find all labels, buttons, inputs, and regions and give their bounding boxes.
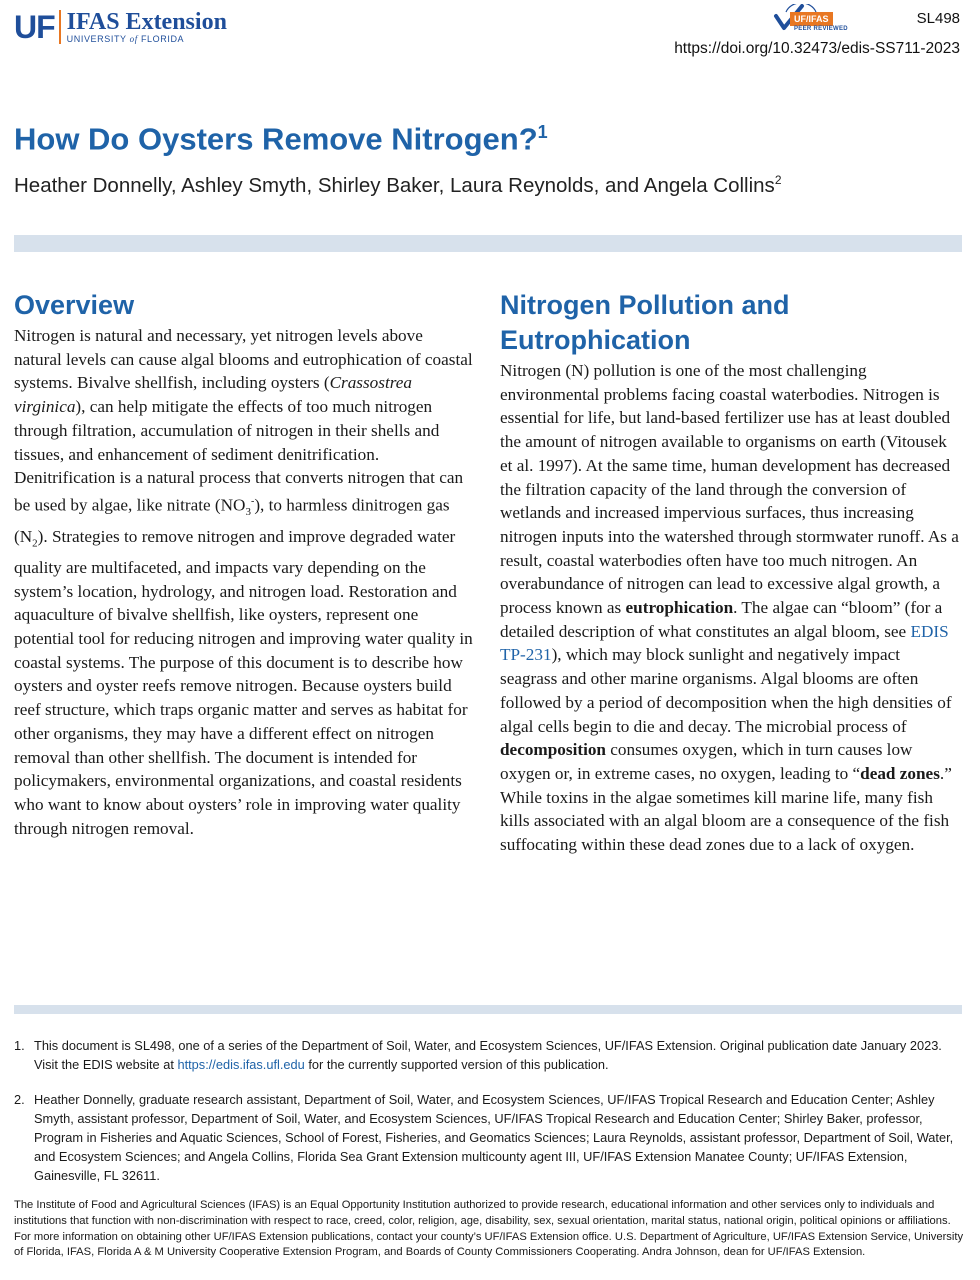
logo-title: IFAS Extension <box>66 8 227 35</box>
doi-link[interactable]: https://doi.org/10.32473/edis-SS711-2023 <box>674 40 960 57</box>
peer-reviewed-text: PEER REVIEWED <box>794 26 848 32</box>
species-name: Crassostrea virginica <box>14 373 413 417</box>
authors-footnote-mark[interactable]: 2 <box>774 173 782 187</box>
overview-heading: Overview <box>14 290 135 320</box>
term-decomposition: decomposition <box>500 740 606 760</box>
overview-section <box>14 288 474 840</box>
ifas-logo <box>14 8 227 46</box>
uf-logo-mark: UF <box>14 9 55 45</box>
equal-opportunity-disclaimer: The Institute of Food and Agricultural Sciences (IFAS) is an Equal Opportunity Institution authorized to provide research, educational information and other services only to individuals and institutions that function with non-discrimination with respect to race, creed, color, religion, age, disability, sex, sexual orientation, marital status, national origin, political opinions or affiliations. For more information on obtaining other UF/IFAS Extension publications, contact your county’s UF/IFAS Extension office. U.S. Department of Agriculture, UF/IFAS Extension Service, University of Florida, IFAS, Florida A & M University Cooperative Extension Program, and Boards of County Commissioners Cooperating. Andra Johnson, dean for UF/IFAS Extension. <box>14 1199 964 1259</box>
logo-divider <box>59 10 61 44</box>
peer-reviewed-badge <box>772 4 858 34</box>
page-title: How Do Oysters Remove Nitrogen?$^1$ <box>14 121 548 157</box>
authors-line: Heather Donnelly, Ashley Smyth, Shirley Baker, Laura Reynolds, and Angela Collins$^2$ <box>14 173 782 197</box>
term-eutrophication: eutrophication <box>625 598 734 618</box>
edis-tp231-link[interactable]: EDIS TP-231 <box>500 621 949 665</box>
logo-subtitle: UNIVERSITY of FLORIDA <box>66 33 185 44</box>
header-divider-band <box>14 235 962 252</box>
footnote-1: 1. This document is SL498, one of a series of the Department of Soil, Water, and Ecosystem Sciences, UF/IFAS Extension. Original publication date January 2023. Visit the EDIS website at https://edis.ifas.ufl.edu for the currently supported version of this publication. <box>14 1038 942 1072</box>
title-footnote-mark[interactable]: 1 <box>537 122 548 142</box>
peer-badge-label: UF/IFAS <box>790 12 833 26</box>
footer-divider-band <box>14 1005 962 1014</box>
nitrogen-pollution-paragraph: Nitrogen (N) pollution is one of the most challenging environmental problems facing coastal waterbodies. Nitrogen is essential for life, but land-based fertilizer use has at least doubled the amount of nitrogen available to organisms on earth (Vitousek et al. 1997). At the same time, human development has decreased the filtration capacity of the land through the conversion of wetlands and increased impervious surfaces, thus increasing nitrogen inputs into the watershed through stormwater runoff. As a result, coastal waterbodies often have too much nitrogen. An overabundance of nitrogen can lead to excessive algal growth, a process known as eutrophication. The algae can “bloom” (for a detailed description of what constitutes an algal bloom, see EDIS TP-231), which may block sunlight and negatively impact seagrass and other marine organisms. Algal blooms are often followed by a period of decomposition when the high densities of algal cells begin to die and decay. The microbial process of decomposition consumes oxygen, which in turn causes low oxygen or, in extreme cases, no oxygen, leading to “dead zones.” While toxins in the algae sometimes kill marine life, many fish kills associated with an algal bloom are a consequence of the fish suffocating within these dead zones due to a lack of oxygen. <box>500 361 959 855</box>
term-dead-zones: dead zones <box>860 763 940 783</box>
footnote-2: 2. Heather Donnelly, graduate research assistant, Department of Soil, Water, and Ecosystem Sciences, UF/IFAS Tropical Research and Education Center; Ashley Smyth, assistant professor, Department of Soil, Water, and Ecosystem Sciences, UF/IFAS Tropical Research and Education Center; Shirley Baker, professor, Program in Fisheries and Aquatic Sciences, School of Forest, Fisheries, and Geomatics Sciences; Laura Reynolds, assistant professor, Department of Soil, Water, and Ecosystem Sciences; and Angela Collins, Florida Sea Grant Extension multicounty agent III, UF/IFAS Extension Manatee County; UF/IFAS Extension, Gainesville, FL 32611. <box>14 1092 954 1183</box>
nitrogen-pollution-section <box>500 288 960 857</box>
overview-paragraph: Nitrogen is natural and necessary, yet nitrogen levels above natural levels can cause algal blooms and eutrophication of coastal systems. Bivalve shellfish, including oysters (Crassostrea virginica), can help mitigate the effects of too much nitrogen through filtration, accumulation of nitrogen in their shells and tissues, and enhancement of sediment denitrification. Denitrification is a natural process that converts nitrogen that can be used by algae, like nitrate $(NO_3^-)$, to harmless dinitrogen gas $(N_2)$. Strategies to remove nitrogen and improve degraded water quality are multifaceted, and impacts vary depending on the system’s location, hydrology, and nitrogen load. Restoration and aquaculture of bivalve shellfish, like oysters, represent one potential tool for reducing nitrogen and improving water quality in coastal systems. The purpose of this document is to describe how oysters and oyster reefs remove nitrogen. Because oysters build reef structure, which traps organic matter and serves as habitat for other organisms, they may have a different effect on nitrogen removal than other shellfish. The document is intended for policymakers, environmental organizations, and coastal residents who want to know about oysters’ role in improving water quality through nitrogen removal. <box>14 326 473 838</box>
footnotes <box>14 1036 962 1201</box>
document-number: SL498 <box>916 10 960 27</box>
nitrogen-pollution-heading: Nitrogen Pollution and Eutrophication <box>500 290 790 355</box>
edis-website-link[interactable]: https://edis.ifas.ufl.edu <box>177 1057 305 1072</box>
